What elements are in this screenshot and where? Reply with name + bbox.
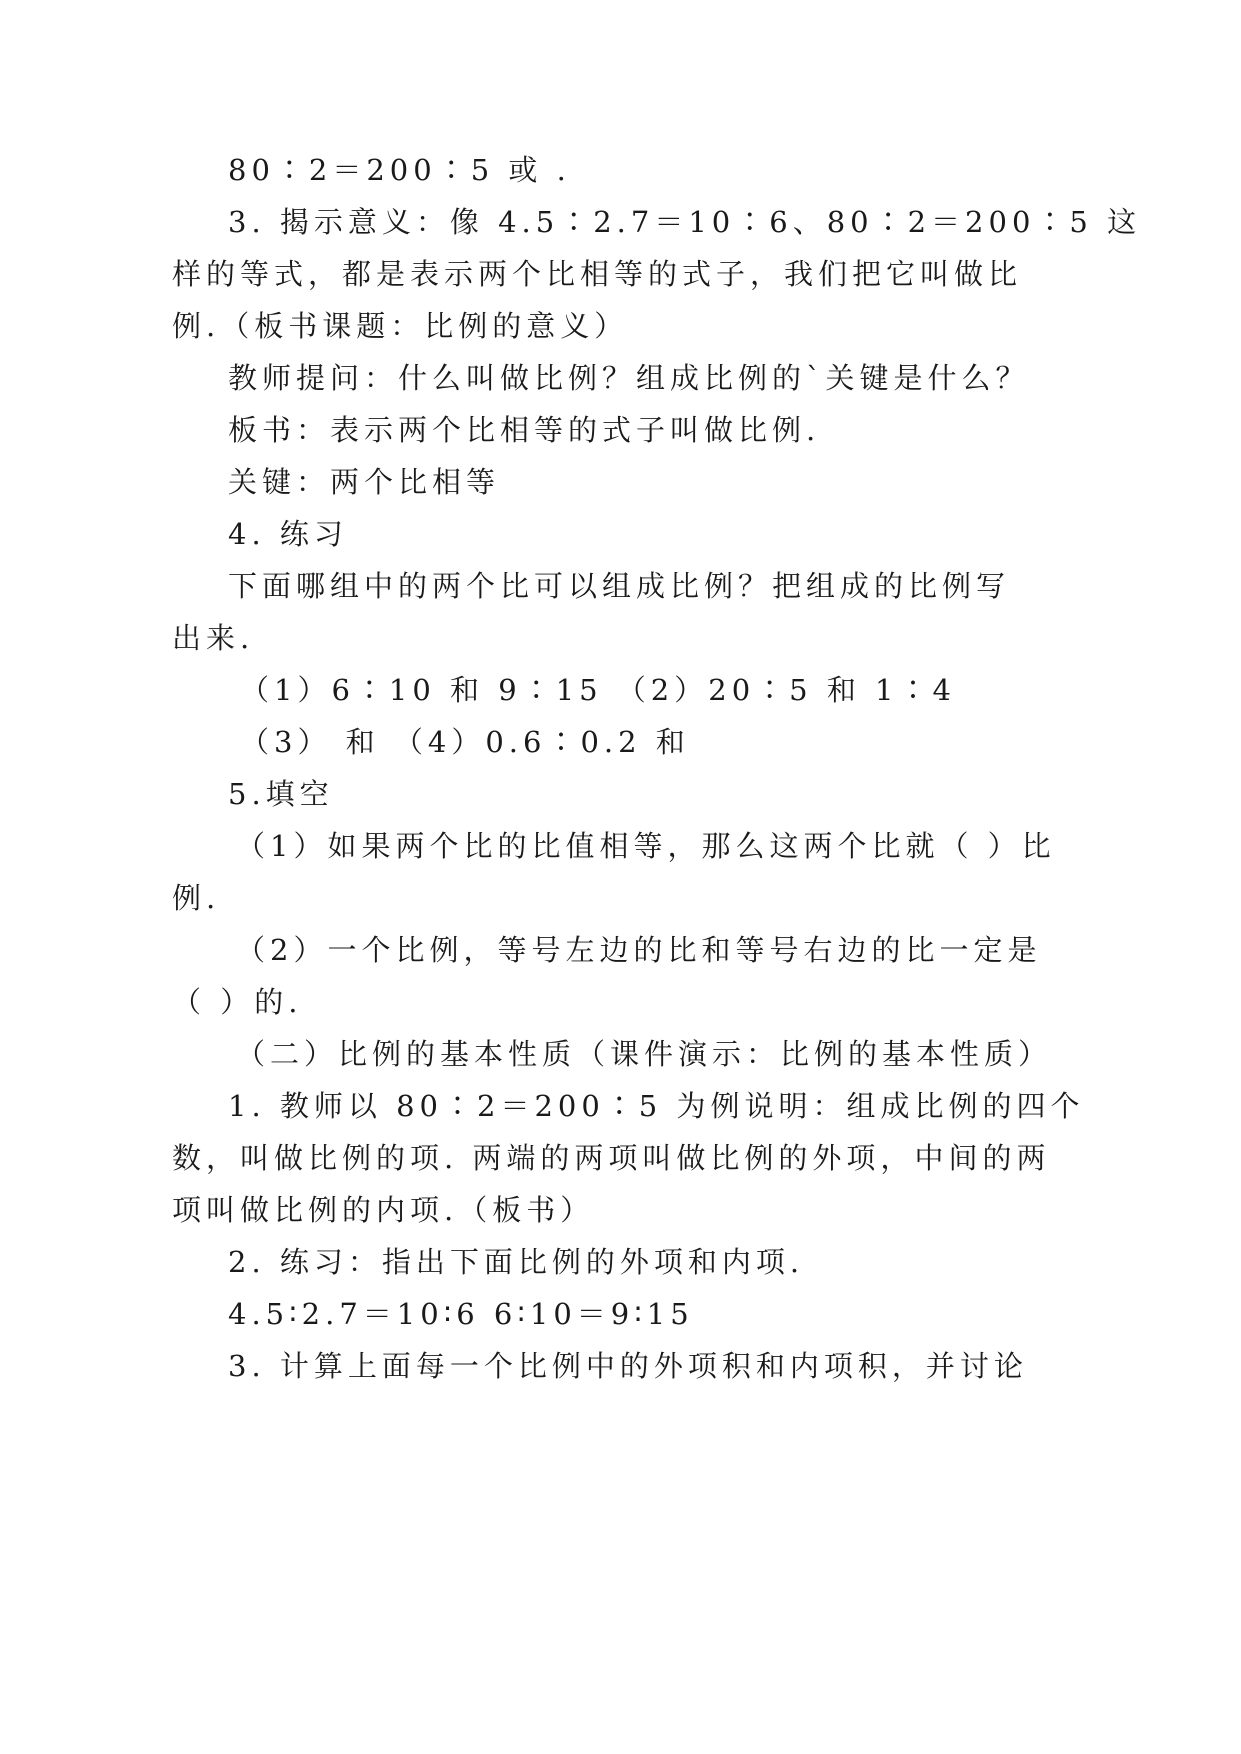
text-line: 1. 教师以 80∶2＝200∶5 为例说明：组成比例的四个 bbox=[228, 1089, 1085, 1123]
text-line: 项叫做比例的内项.（板书） bbox=[172, 1193, 595, 1227]
text-line: 出来. bbox=[172, 621, 255, 655]
text-line: 下面哪组中的两个比可以组成比例？把组成的比例写 bbox=[228, 569, 1011, 603]
text-line: 例. bbox=[172, 881, 221, 915]
text-line: 教师提问：什么叫做比例？组成比例的`关键是什么？ bbox=[228, 361, 1030, 395]
text-line: 3. 揭示意义：像 4.5∶2.7＝10∶6、80∶2＝200∶5 这 bbox=[228, 205, 1142, 239]
text-line: 4. 练习 bbox=[228, 517, 348, 551]
text-line: 3. 计算上面每一个比例中的外项积和内项积，并讨论 bbox=[228, 1349, 1028, 1383]
text-line: （1）6∶10 和 9∶15 （2）20∶5 和 1∶4 bbox=[240, 673, 956, 707]
text-line: 例.（板书课题：比例的意义） bbox=[172, 309, 629, 343]
text-line: （1）如果两个比的比值相等，那么这两个比就（ ）比 bbox=[236, 829, 1056, 863]
text-line: （二）比例的基本性质（课件演示：比例的基本性质） bbox=[236, 1037, 1053, 1071]
text-line: 板书：表示两个比相等的式子叫做比例. bbox=[228, 413, 821, 447]
text-line: （3） 和 （4）0.6∶0.2 和 bbox=[240, 725, 690, 759]
text-line: （2）一个比例，等号左边的比和等号右边的比一定是 bbox=[236, 933, 1042, 967]
text-line: 4.5∶2.7＝10∶6 6∶10＝9∶15 bbox=[228, 1297, 694, 1331]
text-line: 关键：两个比相等 bbox=[228, 465, 501, 499]
text-line: 数，叫做比例的项. 两端的两项叫做比例的外项，中间的两 bbox=[172, 1141, 1051, 1175]
text-line: 5.填空 bbox=[228, 777, 334, 811]
text-line: 80∶2＝200∶5 或 . bbox=[228, 153, 571, 187]
text-line: （ ）的. bbox=[172, 985, 303, 1019]
text-line: 2. 练习：指出下面比例的外项和内项. bbox=[228, 1245, 805, 1279]
text-line: 样的等式，都是表示两个比相等的式子，我们把它叫做比 bbox=[172, 257, 1023, 291]
